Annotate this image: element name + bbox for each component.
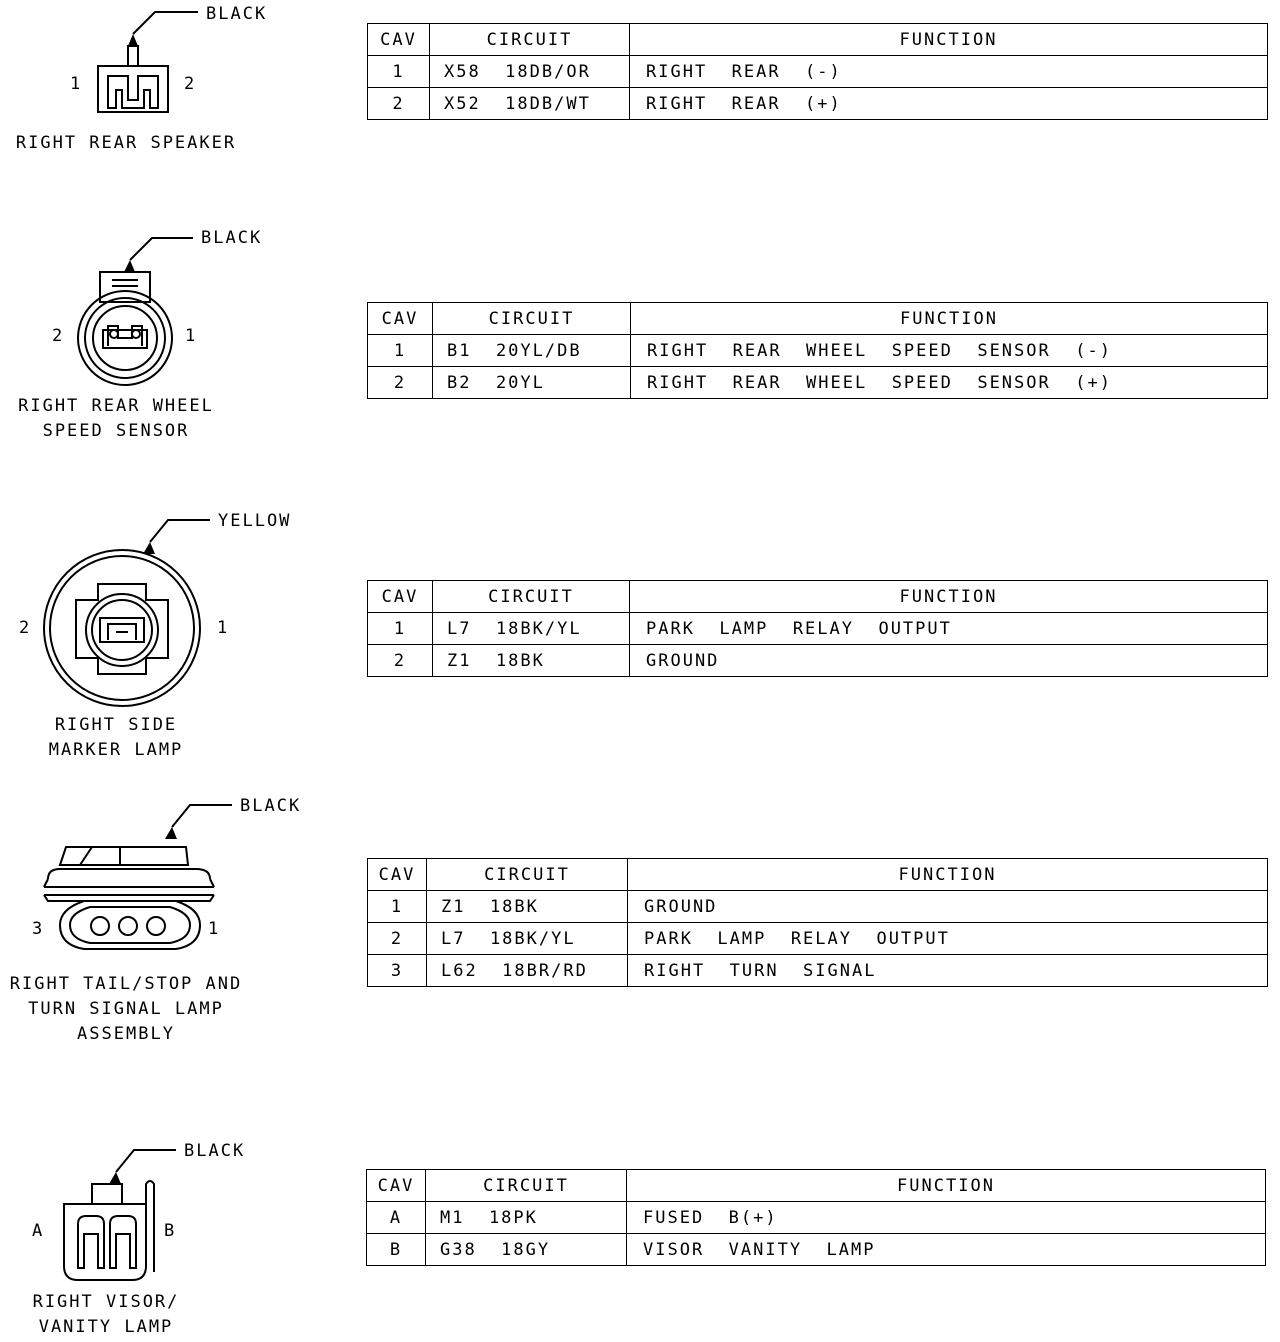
header-function: FUNCTION — [630, 24, 1268, 56]
pin-label: 2 — [184, 74, 195, 94]
cavity-table — [366, 1169, 1266, 1266]
table-row — [367, 1234, 1266, 1266]
table-row — [368, 613, 1268, 645]
cavity-table — [367, 580, 1268, 677]
function-cell: VISOR VANITY LAMP — [627, 1234, 1266, 1266]
table-row — [368, 891, 1268, 923]
table-header-row — [368, 24, 1268, 56]
header-function: FUNCTION — [628, 859, 1268, 891]
cav-cell: B — [367, 1234, 426, 1266]
connector-color-label: BLACK — [240, 796, 302, 816]
cav-cell: 2 — [368, 645, 433, 677]
header-cav: CAV — [368, 859, 427, 891]
function-cell: RIGHT REAR (-) — [630, 56, 1268, 88]
circuit-cell: L7 18BK/YL — [427, 923, 628, 955]
connector-right-side-marker-lamp — [0, 500, 1280, 780]
pin-label: 1 — [70, 74, 81, 94]
function-cell: RIGHT REAR WHEEL SPEED SENSOR (-) — [631, 335, 1268, 367]
table-row — [368, 335, 1268, 367]
circuit-cell: X52 18DB/WT — [430, 88, 630, 120]
circuit-cell: X58 18DB/OR — [430, 56, 630, 88]
header-function: FUNCTION — [630, 581, 1268, 613]
color-leader-line — [172, 805, 232, 827]
table-row — [368, 367, 1268, 399]
connector-color-label: YELLOW — [218, 511, 292, 531]
pin-label: 2 — [52, 326, 63, 346]
connector-caption: RIGHT REAR WHEEL SPEED SENSOR — [18, 396, 214, 441]
table-row — [367, 1202, 1266, 1234]
circuit-cell: Z1 18BK — [433, 645, 630, 677]
cavity-table — [367, 23, 1268, 120]
table-row — [368, 56, 1268, 88]
cav-cell: 2 — [368, 923, 427, 955]
circuit-cell: Z1 18BK — [427, 891, 628, 923]
connector-color-label: BLACK — [201, 228, 263, 248]
function-cell: GROUND — [628, 891, 1268, 923]
cavity-table — [367, 858, 1268, 987]
pin-label: B — [164, 1221, 175, 1241]
cav-cell: A — [367, 1202, 426, 1234]
connector-color-label: BLACK — [206, 4, 268, 24]
header-cav: CAV — [368, 581, 433, 613]
table-row — [368, 88, 1268, 120]
circuit-cell: G38 18GY — [426, 1234, 627, 1266]
header-cav: CAV — [368, 303, 433, 335]
function-cell: RIGHT REAR (+) — [630, 88, 1268, 120]
cav-cell: 1 — [368, 613, 433, 645]
pin-label: 3 — [32, 919, 43, 939]
cav-cell: 1 — [368, 56, 430, 88]
header-cav: CAV — [367, 1170, 426, 1202]
header-circuit: CIRCUIT — [430, 24, 630, 56]
function-cell: PARK LAMP RELAY OUTPUT — [628, 923, 1268, 955]
table-row — [368, 645, 1268, 677]
function-cell: RIGHT REAR WHEEL SPEED SENSOR (+) — [631, 367, 1268, 399]
circuit-cell: L7 18BK/YL — [433, 613, 630, 645]
circuit-cell: L62 18BR/RD — [427, 955, 628, 987]
color-leader-line — [116, 1150, 176, 1172]
table-header-row — [368, 581, 1268, 613]
connector-caption: RIGHT REAR SPEAKER — [15, 133, 237, 153]
header-function: FUNCTION — [631, 303, 1268, 335]
table-row — [368, 955, 1268, 987]
cav-cell: 1 — [368, 335, 433, 367]
circuit-cell: B1 20YL/DB — [433, 335, 631, 367]
connector-caption: RIGHT VISOR/ VANITY LAMP — [32, 1292, 180, 1337]
header-circuit: CIRCUIT — [433, 581, 630, 613]
pin-label: 1 — [217, 618, 228, 638]
function-cell: RIGHT TURN SIGNAL — [628, 955, 1268, 987]
table-row — [368, 923, 1268, 955]
cav-cell: 2 — [368, 88, 430, 120]
header-circuit: CIRCUIT — [427, 859, 628, 891]
pin-label: 1 — [185, 326, 196, 346]
table-header-row — [368, 303, 1268, 335]
pin-label: 1 — [208, 919, 219, 939]
connector-right-visor-vanity-lamp — [0, 1130, 1280, 1342]
connector-caption: RIGHT SIDE MARKER LAMP — [48, 715, 184, 760]
connector-caption: RIGHT TAIL/STOP AND TURN SIGNAL LAMP ASSEMBLY — [9, 974, 243, 1044]
table-header-row — [367, 1170, 1266, 1202]
color-leader-line — [150, 520, 210, 542]
function-cell: PARK LAMP RELAY OUTPUT — [630, 613, 1268, 645]
header-circuit: CIRCUIT — [433, 303, 631, 335]
color-leader-line — [133, 12, 198, 34]
function-cell: FUSED B(+) — [627, 1202, 1266, 1234]
pin-label: A — [32, 1221, 43, 1241]
cavity-table — [367, 302, 1268, 399]
circuit-cell: M1 18PK — [426, 1202, 627, 1234]
header-function: FUNCTION — [627, 1170, 1266, 1202]
table-header-row — [368, 859, 1268, 891]
color-leader-line — [130, 238, 193, 260]
function-cell: GROUND — [630, 645, 1268, 677]
connector-right-tail-stop-turn-lamp — [0, 785, 1280, 1060]
cav-cell: 1 — [368, 891, 427, 923]
connector-right-rear-wheel-speed-sensor — [0, 220, 1280, 460]
header-cav: CAV — [368, 24, 430, 56]
connector-right-rear-speaker — [0, 0, 1280, 180]
connector-color-label: BLACK — [184, 1141, 246, 1161]
cav-cell: 3 — [368, 955, 427, 987]
circuit-cell: B2 20YL — [433, 367, 631, 399]
header-circuit: CIRCUIT — [426, 1170, 627, 1202]
cav-cell: 2 — [368, 367, 433, 399]
pin-label: 2 — [19, 618, 30, 638]
